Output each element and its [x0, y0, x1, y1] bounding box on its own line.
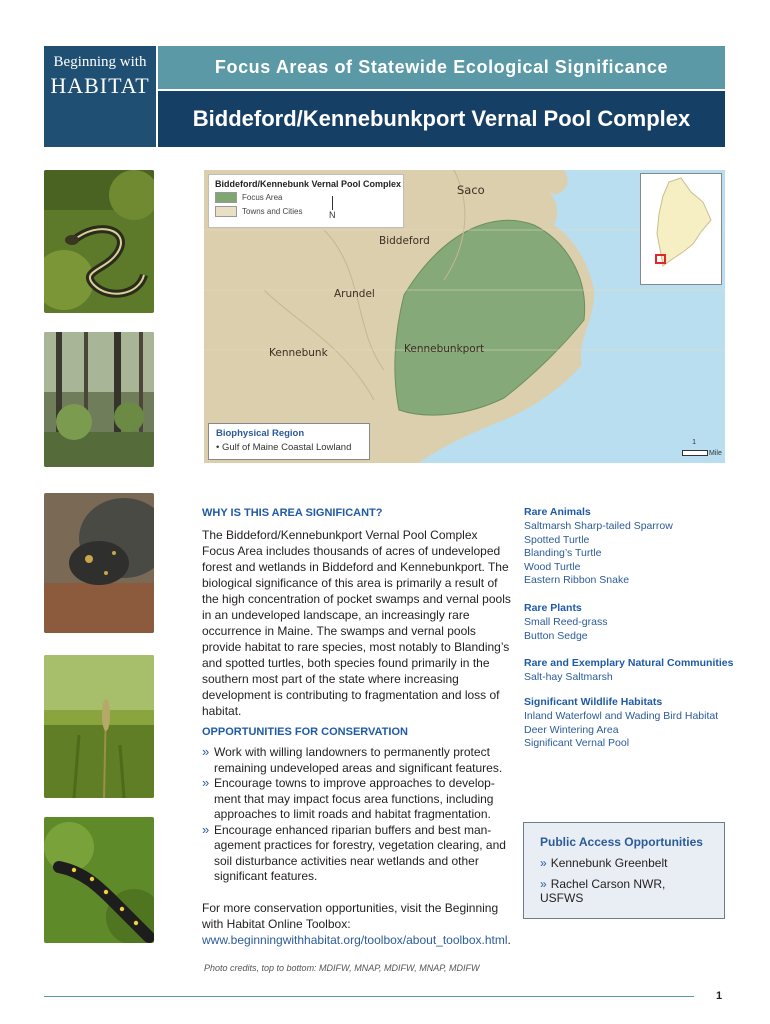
opportunity-item	[202, 745, 512, 776]
area-title: Biddeford/Kennebunkport Vernal Pool Complex	[192, 106, 691, 131]
logo-line-2: HABITAT	[50, 73, 150, 98]
opportunities-heading: OPPORTUNITIES FOR CONSERVATION	[202, 726, 408, 738]
public-access-text: Kennebunk Greenbelt	[550, 856, 668, 870]
place-kennebunk: Kennebunk	[269, 347, 328, 359]
turtle-photo	[44, 493, 154, 633]
natural-community-item: Salt-hay Saltmarsh	[524, 671, 613, 683]
opportunity-text: Encourage towns to improve approaches to develop-ment that may impact focus area functions, including approaches to limit roads and habitat fragmentation.	[214, 776, 495, 821]
public-access-item	[540, 877, 708, 905]
maine-outline-icon	[641, 174, 721, 284]
rare-animal-item: Spotted Turtle	[524, 533, 590, 546]
bullet-icon: »	[202, 775, 210, 790]
legend-swatch-focus-area	[215, 192, 237, 203]
rare-plant-item: Small Reed-grass	[524, 616, 608, 628]
map-scale-bar	[682, 438, 722, 460]
why-significant-section	[202, 507, 512, 719]
more-info-paragraph	[202, 900, 512, 948]
biophysical-region-box	[208, 423, 370, 460]
public-access-text: Rachel Carson NWR, USFWS	[540, 877, 666, 905]
legend-item-focus-area	[215, 192, 397, 203]
scale-value: 1	[692, 439, 696, 446]
photo-credits: Photo credits, top to bottom: MDIFW, MNAP, MDIFW, MNAP, MDIFW	[204, 963, 480, 973]
natural-communities-heading: Rare and Exemplary Natural Communities	[524, 657, 734, 669]
opportunity-item	[202, 823, 512, 885]
place-biddeford: Biddeford	[379, 235, 430, 247]
rare-animals-section	[524, 506, 734, 588]
rare-animal-item: Blanding’s Turtle	[524, 547, 602, 559]
area-title-band	[158, 91, 725, 147]
rare-animal-item: Saltmarsh Sharp-tailed Sparrow	[524, 520, 673, 532]
rare-plants-section	[524, 602, 734, 643]
toolbox-link[interactable]: www.beginningwithhabitat.org/toolbox/about_toolbox.html	[202, 933, 508, 947]
place-kennebunkport: Kennebunkport	[404, 343, 485, 355]
why-significant-body: The Biddeford/Kennebunkport Vernal Pool Complex Focus Area includes thousands of acres of undeveloped forest and wetlands in Biddeford and Kennebunkport. The biological significance of this area is primarily a result of the high concentration of pocket swamps and vernal pools in an undeveloped landscape, an increasingly rare occurrence in Maine. The swamps and vernal pools provide habitat to rare species, most notably to Blanding’s and spotted turtles, both species found primarily in the southern most part of the state where increasing development is contributing to fragmentation and loss of habitat.	[202, 528, 511, 718]
rare-animals-heading: Rare Animals	[524, 506, 591, 518]
wildlife-habitat-item: Inland Waterfowl and Wading Bird Habitat	[524, 710, 719, 722]
sedge-photo	[44, 655, 154, 798]
rare-animal-item: Eastern Ribbon Snake	[524, 574, 630, 586]
maine-locator-inset	[640, 173, 722, 285]
bullet-icon: »	[540, 856, 547, 870]
why-significant-heading: WHY IS THIS AREA SIGNIFICANT?	[202, 507, 383, 519]
wildlife-habitat-item: Deer Wintering Area	[524, 723, 619, 736]
place-arundel: Arundel	[334, 288, 375, 300]
salamander-photo	[44, 817, 154, 943]
page-number: 1	[716, 990, 723, 1002]
map-legend	[208, 174, 404, 228]
wildlife-habitat-item: Significant Vernal Pool	[524, 737, 630, 749]
opportunity-text: Work with willing landowners to permanently protect remaining undeveloped areas and significant features.	[214, 745, 503, 775]
legend-label-focus-area: Focus Area	[242, 193, 283, 202]
series-title: Focus Areas of Statewide Ecological Significance	[214, 57, 669, 77]
opportunities-section	[202, 726, 512, 885]
scale-bar-graphic	[682, 450, 708, 456]
north-label: N	[329, 210, 336, 220]
bullet-icon: »	[202, 744, 210, 759]
beginning-with-habitat-logo	[44, 46, 156, 147]
rare-animal-item: Wood Turtle	[524, 560, 581, 573]
natural-communities-section	[524, 657, 734, 685]
rare-plants-heading: Rare Plants	[524, 602, 582, 614]
opportunities-list	[202, 745, 512, 885]
ribbon-snake-photo	[44, 170, 154, 313]
place-saco: Saco	[457, 183, 485, 197]
more-info-trailing: .	[507, 933, 511, 947]
legend-label-towns: Towns and Cities	[242, 207, 303, 216]
north-arrow-icon	[329, 196, 336, 220]
wildlife-habitats-heading: Significant Wildlife Habitats	[524, 696, 663, 708]
legend-item-towns	[215, 206, 397, 217]
biophysical-region-name: Gulf of Maine Coastal Lowland	[221, 442, 352, 453]
bullet-icon: »	[202, 821, 210, 837]
legend-swatch-towns	[215, 206, 237, 217]
public-access-heading: Public Access Opportunities	[540, 835, 703, 849]
legend-title: Biddeford/Kennebunk Vernal Pool Complex	[215, 179, 402, 189]
scale-unit: Mile	[709, 450, 722, 457]
public-access-item	[540, 856, 708, 870]
biophysical-region-title: Biophysical Region	[216, 428, 305, 439]
opportunity-item	[202, 776, 512, 823]
footer-divider	[44, 996, 694, 997]
more-info-text: For more conservation opportunities, visit the Beginning with Habitat Online Toolbox:	[202, 901, 499, 931]
bullet-icon: »	[540, 877, 547, 891]
focus-area-map	[204, 170, 725, 463]
public-access-box	[523, 822, 725, 919]
rare-plant-item: Button Sedge	[524, 629, 588, 642]
biophysical-region-item: • Gulf of Maine Coastal Lowland	[216, 442, 352, 453]
series-title-band	[158, 46, 725, 89]
logo-line-1: Beginning with	[53, 54, 147, 70]
forest-swamp-photo	[44, 332, 154, 467]
wildlife-habitats-section	[524, 696, 734, 751]
opportunity-text: Encourage enhanced riparian buffers and best man-agement practices for forestry, vegetation clearing, and soil disturbance activities near wetlands and other significant features.	[214, 822, 506, 883]
